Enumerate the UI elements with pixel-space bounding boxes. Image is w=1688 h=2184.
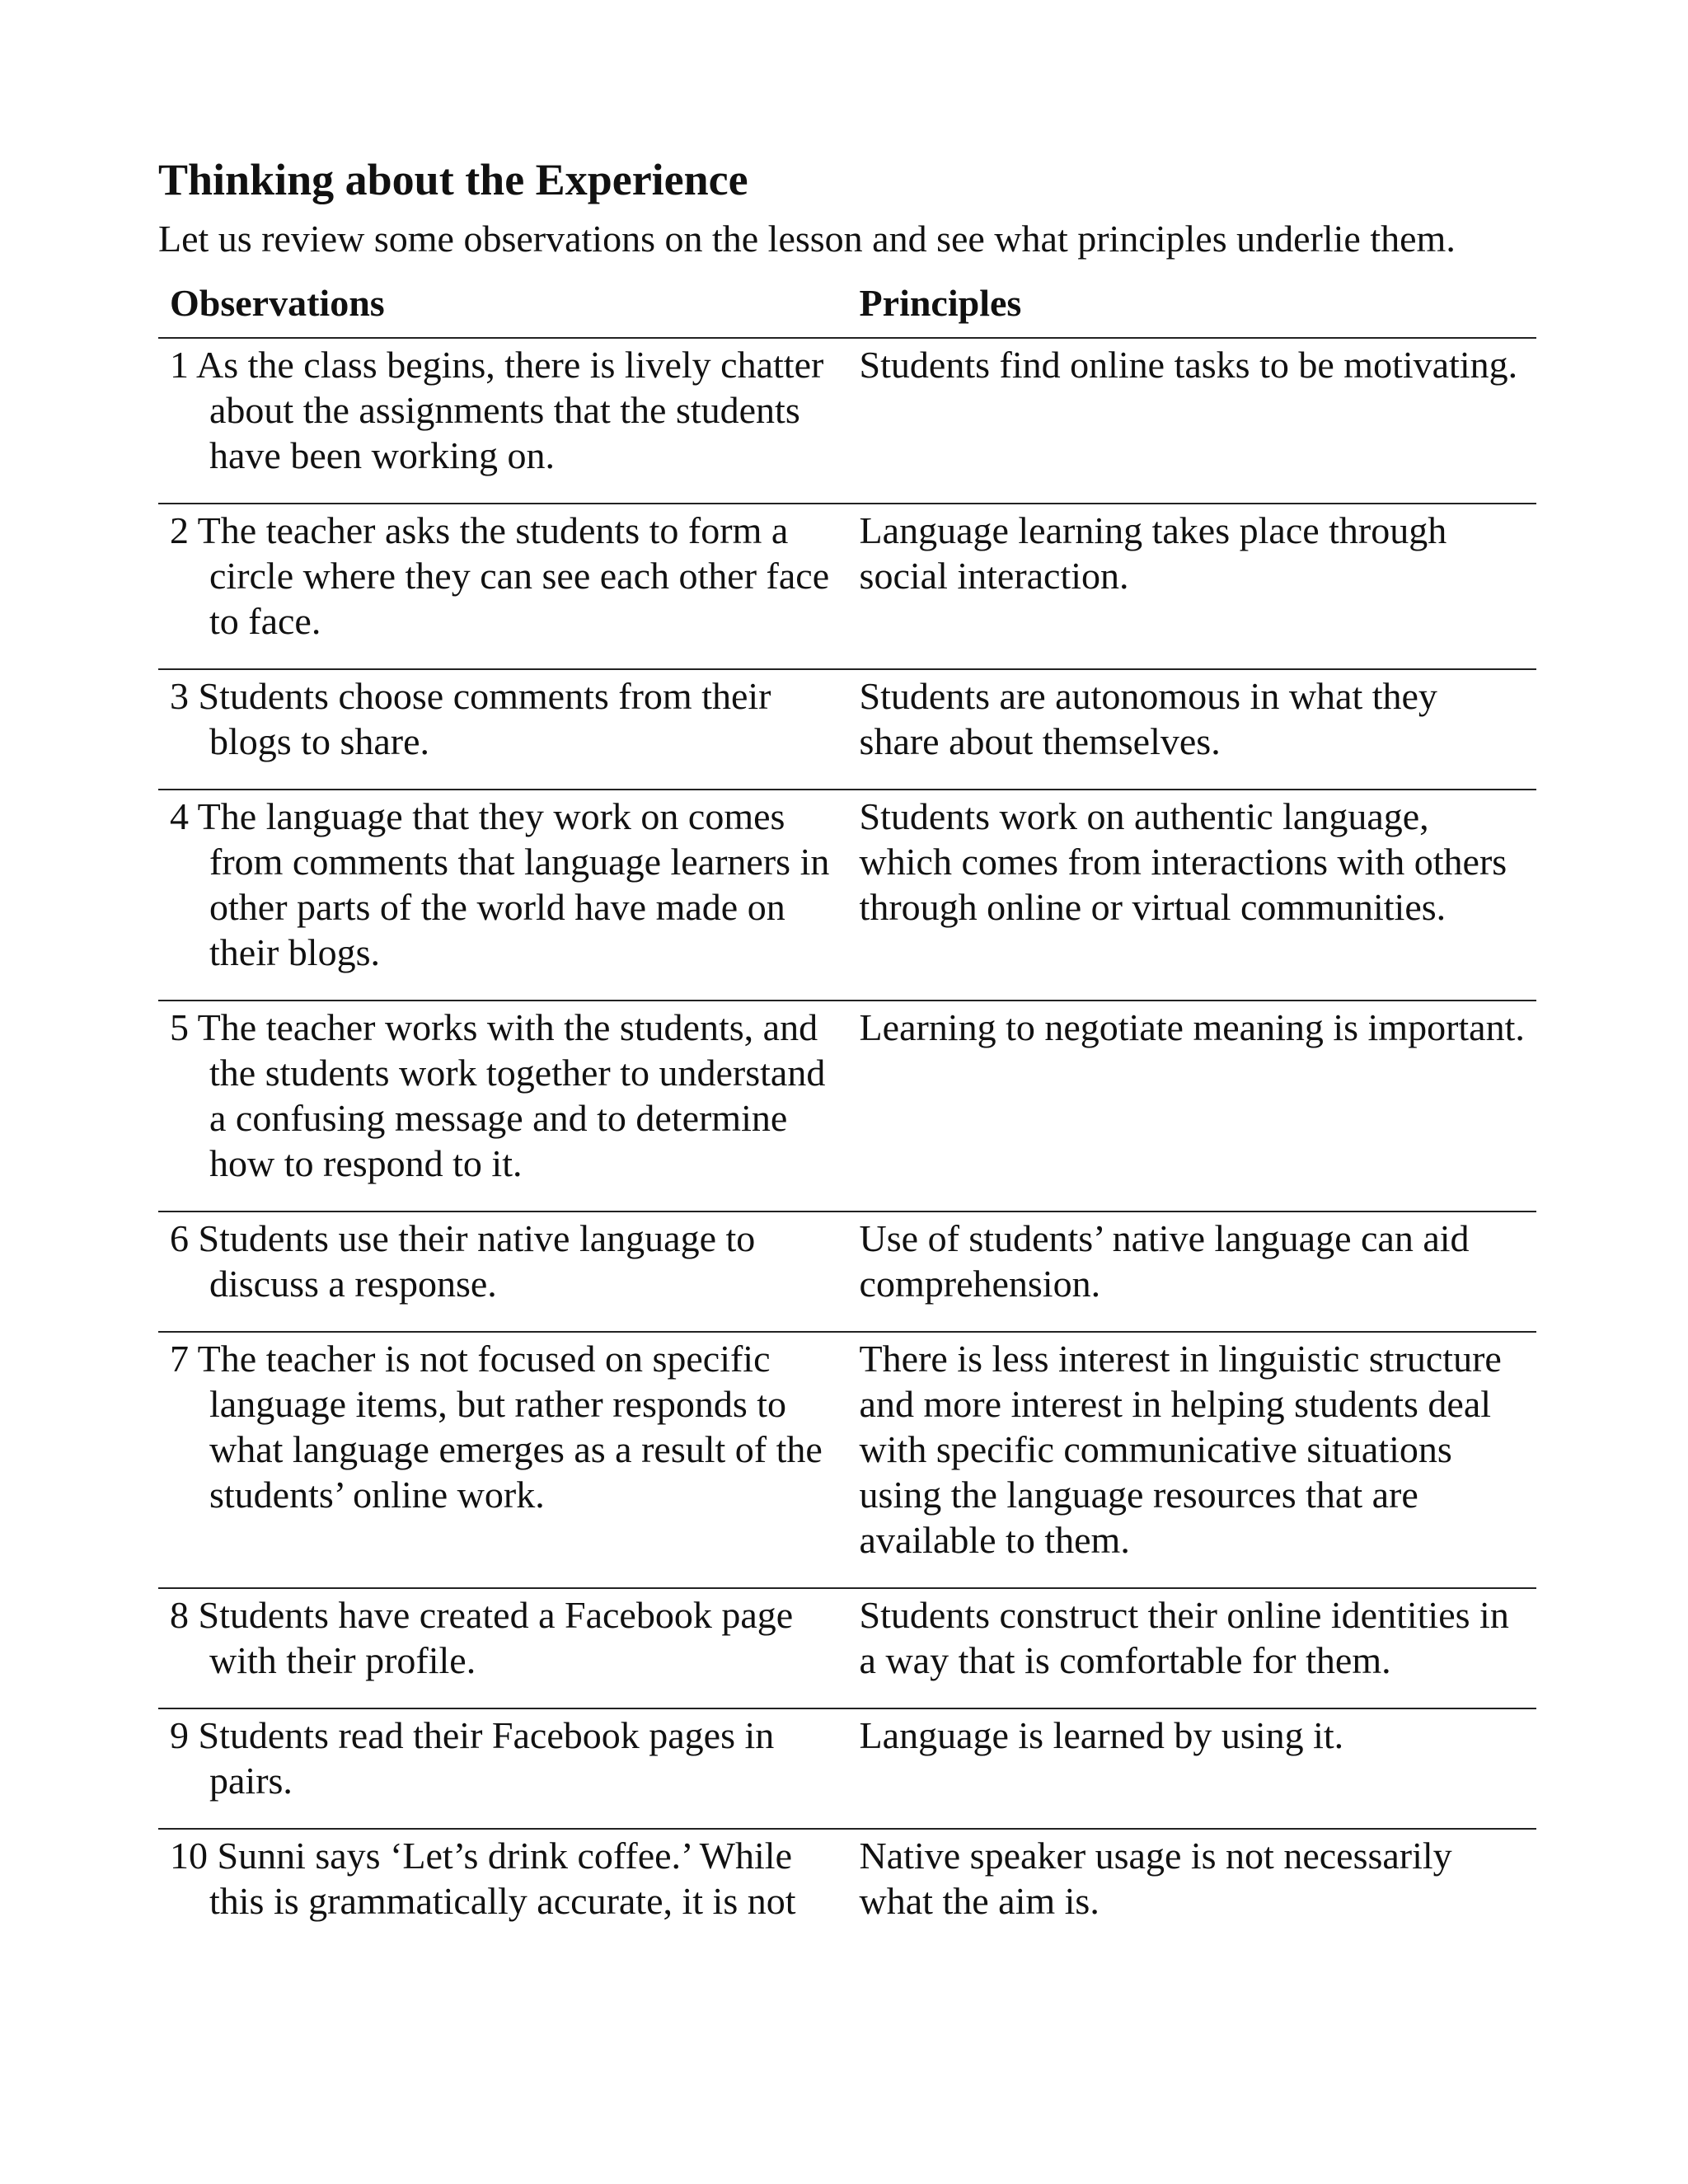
section-heading: Thinking about the Experience bbox=[158, 155, 748, 204]
row-number: 7 bbox=[170, 1338, 189, 1380]
principle-cell: Language learning takes place through social interaction. bbox=[848, 504, 1536, 669]
table-row bbox=[158, 1212, 1536, 1332]
principles-header: Principles bbox=[848, 275, 1536, 338]
observation-text: As the class begins, there is lively chatter about the assignments that the students have been working on. bbox=[195, 344, 824, 476]
observation-text: Students have created a Facebook page with their profile. bbox=[198, 1594, 794, 1681]
observation-text: Students read their Facebook pages in pairs. bbox=[198, 1714, 775, 1802]
row-number: 1 bbox=[170, 344, 189, 386]
observation-cell bbox=[158, 669, 848, 790]
observation-cell bbox=[158, 1332, 848, 1588]
observation-cell bbox=[158, 1212, 848, 1332]
table-row bbox=[158, 1829, 1536, 1948]
row-number: 8 bbox=[170, 1594, 189, 1636]
row-number: 9 bbox=[170, 1714, 189, 1756]
table-header-row bbox=[158, 275, 1536, 338]
observation-cell bbox=[158, 338, 848, 504]
observation-cell bbox=[158, 1829, 848, 1948]
principle-cell: Learning to negotiate meaning is important. bbox=[848, 1001, 1536, 1212]
row-number: 4 bbox=[170, 795, 189, 837]
principle-cell: Language is learned by using it. bbox=[848, 1708, 1536, 1829]
observations-principles-table bbox=[158, 275, 1536, 1948]
table-row bbox=[158, 669, 1536, 790]
observation-cell bbox=[158, 790, 848, 1001]
observation-text: The language that they work on comes from comments that language learners in other parts of the world have made on their blogs. bbox=[197, 795, 830, 973]
observation-text: Sunni says ‘Let’s drink coffee.’ While this is grammatically accurate, it is not bbox=[209, 1835, 796, 1922]
principle-cell: Students work on authentic language, which comes from interactions with others through online or virtual communities. bbox=[848, 790, 1536, 1001]
observation-text: Students use their native language to discuss a response. bbox=[198, 1217, 756, 1305]
table-row bbox=[158, 1332, 1536, 1588]
row-number: 6 bbox=[170, 1217, 189, 1259]
intro-paragraph: Let us review some observations on the lesson and see what principles underlie them. bbox=[158, 218, 1456, 260]
table-row bbox=[158, 1708, 1536, 1829]
table-row bbox=[158, 1001, 1536, 1212]
row-number: 10 bbox=[170, 1835, 208, 1877]
observation-cell bbox=[158, 1708, 848, 1829]
table-row bbox=[158, 790, 1536, 1001]
row-number: 5 bbox=[170, 1006, 189, 1048]
observation-text: The teacher works with the students, and the students work together to understand a confusing message and to determine how to respond to it. bbox=[197, 1006, 826, 1184]
row-number: 2 bbox=[170, 509, 189, 551]
principle-cell: Students find online tasks to be motivating. bbox=[848, 338, 1536, 504]
principle-cell: Students are autonomous in what they share about themselves. bbox=[848, 669, 1536, 790]
principle-cell: Use of students’ native language can aid comprehension. bbox=[848, 1212, 1536, 1332]
principle-cell: There is less interest in linguistic structure and more interest in helping students deal with specific communicative situations using the language resources that are available to them. bbox=[848, 1332, 1536, 1588]
observation-cell bbox=[158, 1588, 848, 1708]
observations-header: Observations bbox=[158, 275, 848, 338]
principle-cell: Students construct their online identities in a way that is comfortable for them. bbox=[848, 1588, 1536, 1708]
observation-cell bbox=[158, 504, 848, 669]
document-page bbox=[158, 153, 1536, 1948]
table-row bbox=[158, 504, 1536, 669]
observation-text: The teacher is not focused on specific language items, but rather responds to what language emerges as a result of the students’ online work. bbox=[197, 1338, 823, 1516]
observation-cell bbox=[158, 1001, 848, 1212]
table-row bbox=[158, 338, 1536, 504]
table-row bbox=[158, 1588, 1536, 1708]
principle-cell: Native speaker usage is not necessarily what the aim is. bbox=[859, 1835, 1452, 1922]
row-number: 3 bbox=[170, 675, 189, 717]
observation-text: The teacher asks the students to form a circle where they can see each other face to face. bbox=[197, 509, 830, 642]
observation-text: Students choose comments from their blogs to share. bbox=[198, 675, 771, 762]
